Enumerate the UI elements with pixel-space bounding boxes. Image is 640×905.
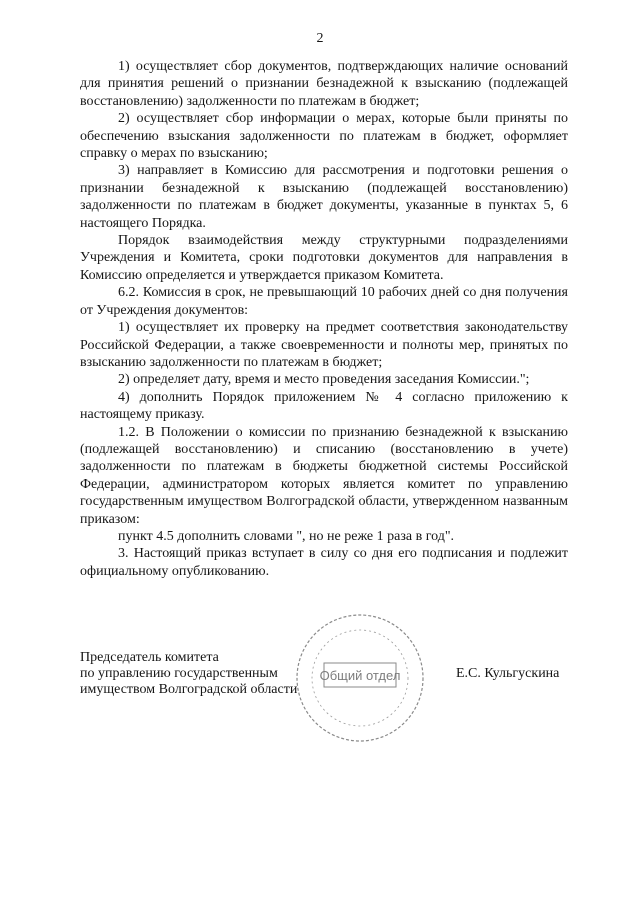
document-body	[80, 58, 568, 580]
paragraph-collect-measures: 2) осуществляет сбор информации о мерах, которые были приняты по обеспечению взыскания задолженности по платежам в бюджет, оформляет справку о мерах по взысканию;	[80, 111, 568, 162]
paragraph-entry-into-force: 3. Настоящий приказ вступает в силу со дня его подписания и подлежит официальному опубликованию.	[80, 546, 568, 579]
paragraph-collect-documents: 1) осуществляет сбор документов, подтверждающих наличие оснований для принятия решений о признании безнадежной к взысканию (подлежащей восстановлению) задолженности по платежам в бюджет;	[80, 59, 568, 109]
paragraph-check-compliance: 1) осуществляет их проверку на предмет соответствия законодательству Российской Федерации, а также своевременности и полноты мер, принятых по взысканию задолженности по платежам в бюджет;	[80, 320, 568, 370]
signatory-position-line: по управлению государственным	[80, 666, 278, 681]
paragraph-clause-4-5: пункт 4.5 дополнить словами ", но не реже 1 раза в год".	[118, 528, 455, 544]
signatory-position-line: имуществом Волгоградской области	[80, 682, 298, 697]
stamp-text: Общий отдел	[319, 668, 401, 683]
signatory-position	[80, 650, 297, 698]
paragraph-send-to-commission: 3) направляет в Комиссию для рассмотрения и подготовки решения о признании безнадежной к взысканию (подлежащей восстановлению) задолженности по платежам в бюджет документы, указанные в пунктах 5, 6 настоящего Порядка.	[80, 163, 568, 231]
stamp-seal	[290, 608, 430, 748]
signatory-position-line: Председатель комитета	[80, 650, 219, 665]
signer-name: Е.С. Кульгускина	[456, 666, 560, 681]
paragraph-appendix-4: 4) дополнить Порядок приложением № 4 согласно приложению к настоящему приказу.	[80, 389, 568, 423]
paragraph-meeting-date: 2) определяет дату, время и место проведения заседания Комиссии.";	[118, 372, 530, 388]
page-number: 2	[316, 31, 324, 46]
paragraph-interaction-order: Порядок взаимодействия между структурными подразделениями Учреждения и Комитета, сроки подготовки документов для направления в Комиссию определяется и утверждается приказом Комитета.	[80, 233, 568, 283]
paragraph-commission-term: 6.2. Комиссия в срок, не превышающий 10 рабочих дней со дня получения от Учреждения документов:	[80, 285, 568, 318]
paragraph-regulation-amendment: 1.2. В Положении о комиссии по признанию безнадежной к взысканию (подлежащей восстановлению) и списанию (восстановлению в учете) задолженности по платежам в бюджеты бюджетной системы Российской Федерации, администратором которых является комитет по управлению государственным имуществом Волгоградской области, утвержденном названным приказом:	[80, 424, 568, 527]
